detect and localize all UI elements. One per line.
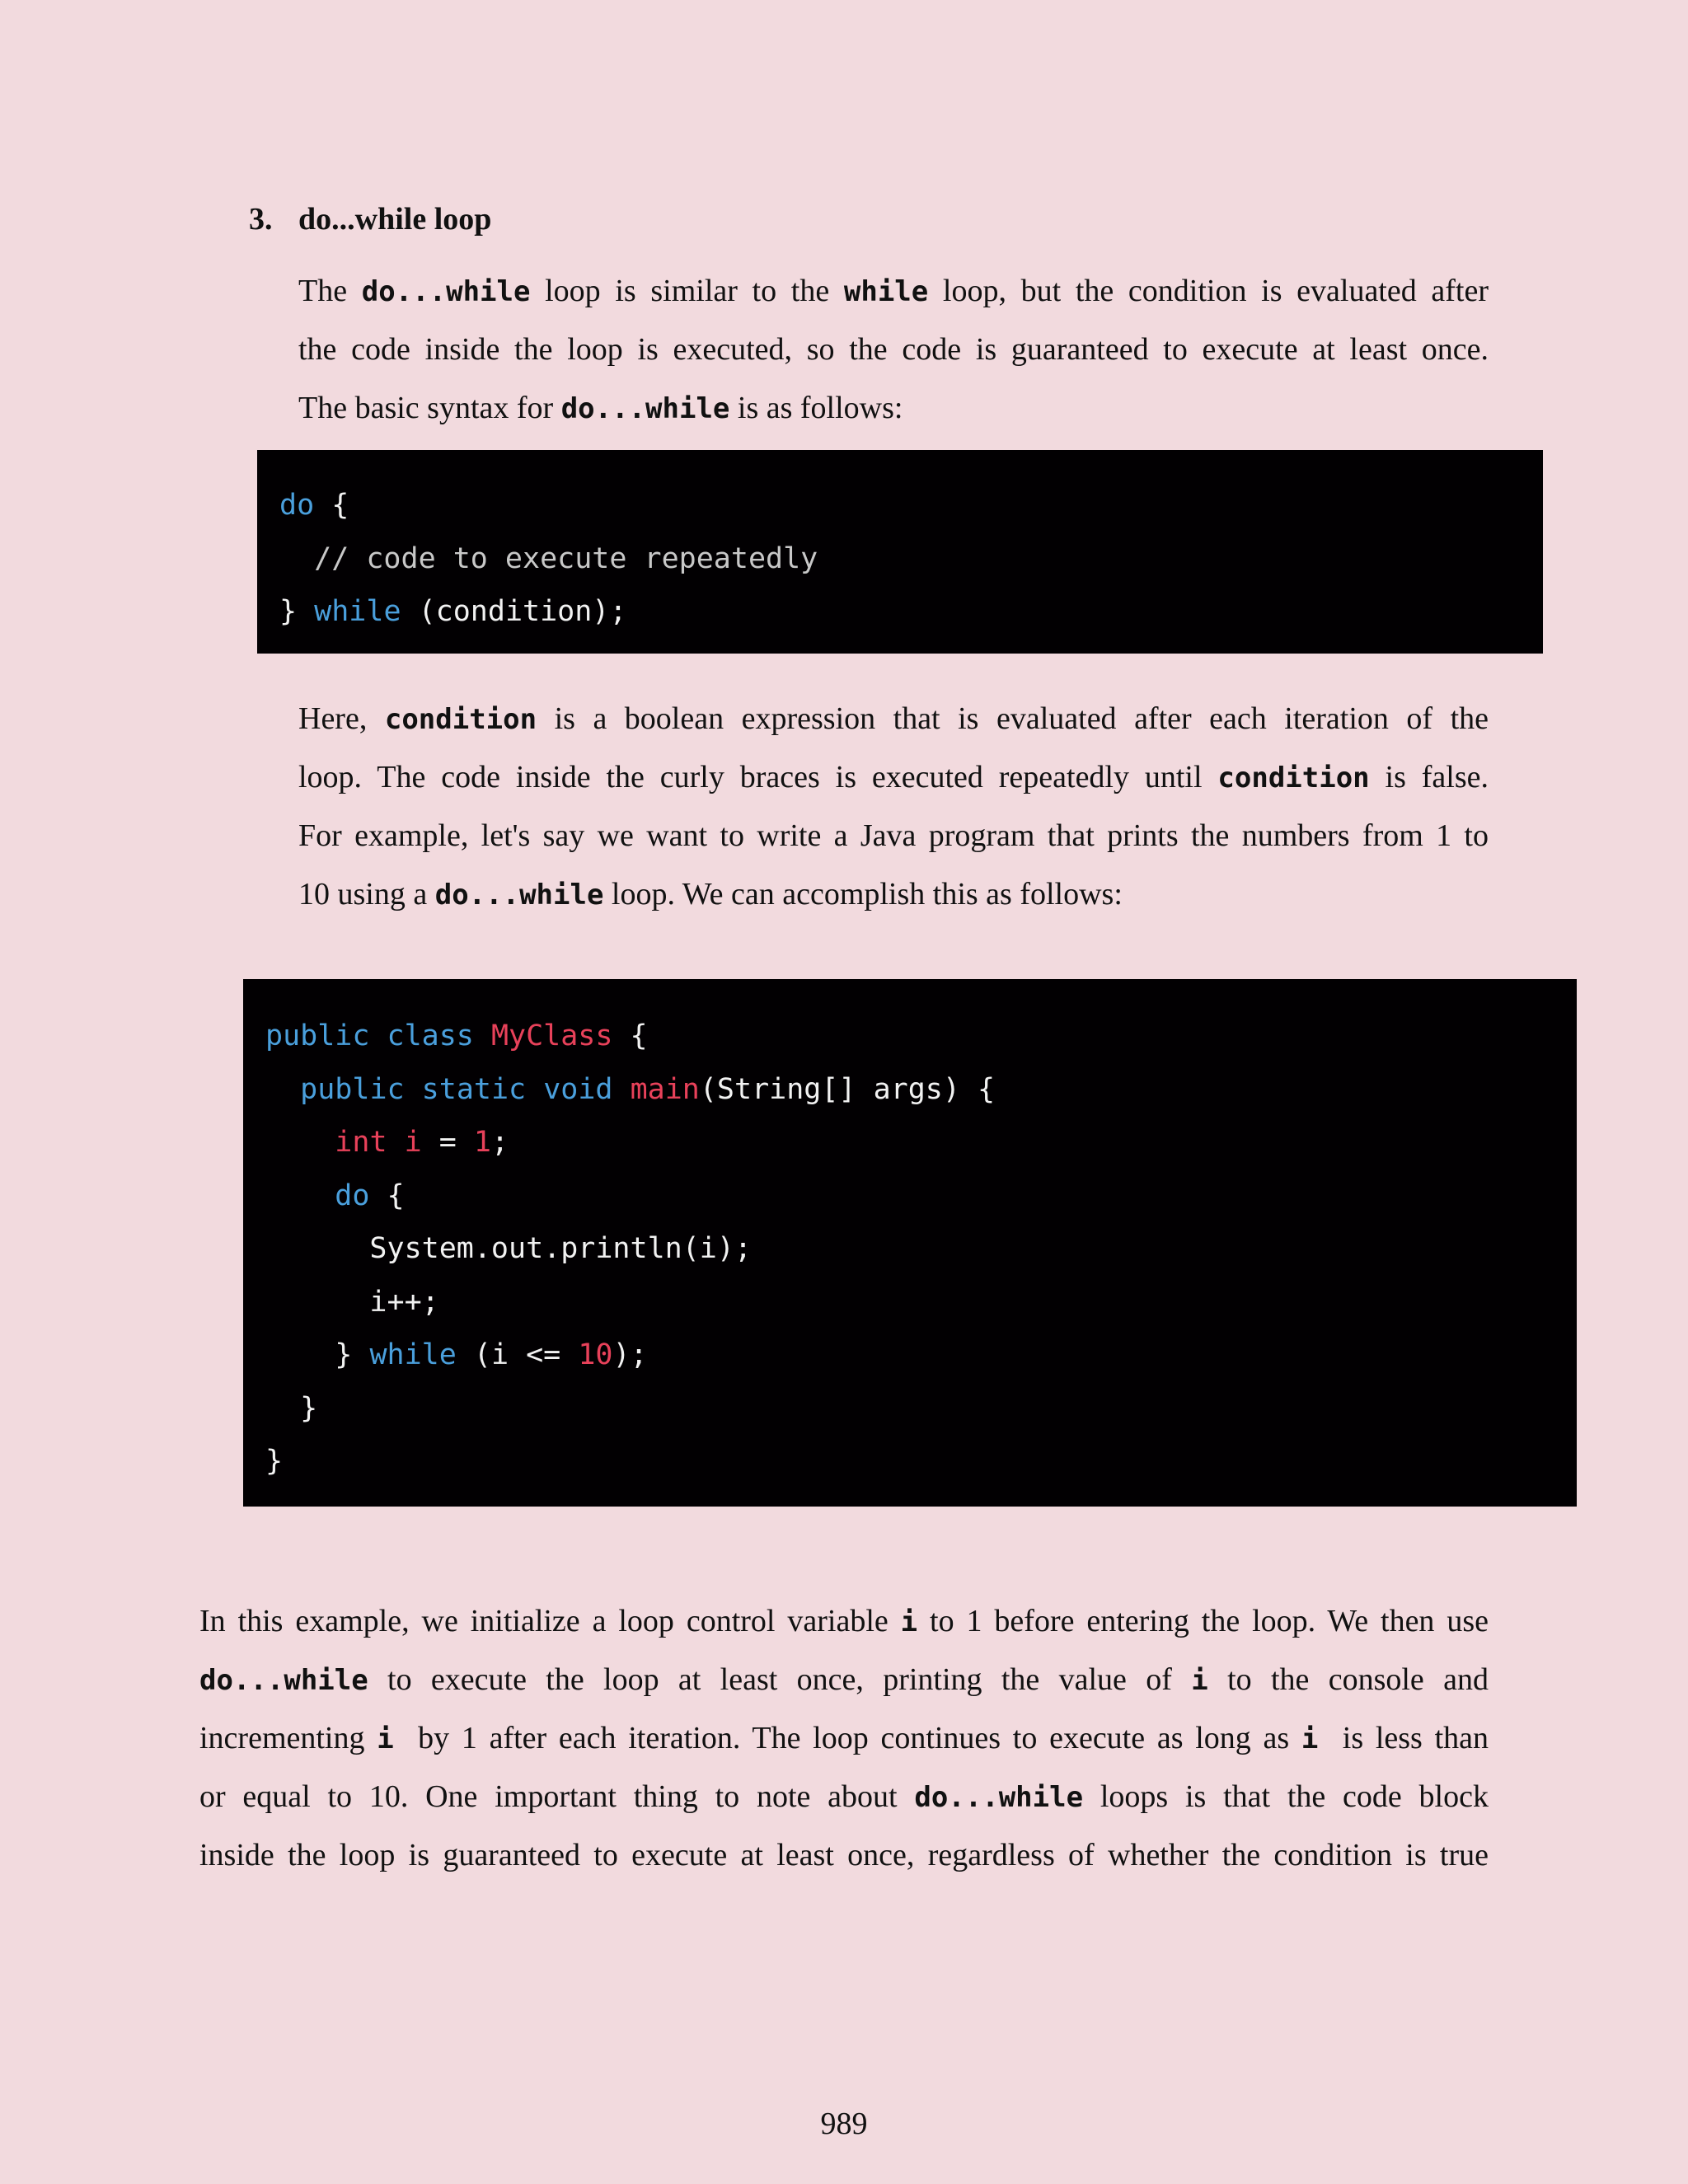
text-line: do...while to execute the loop at least once, printing the value of i to the console and [199, 1662, 1489, 1697]
inline-code: i [1301, 1722, 1319, 1755]
inline-code: do...while [560, 392, 730, 425]
code-line [279, 532, 1543, 586]
code-line: do { [335, 1179, 405, 1212]
inline-code: condition [384, 703, 537, 736]
inline-code: do...while [914, 1781, 1084, 1814]
code-line: do { [279, 489, 349, 522]
code-line: } while (condition); [279, 595, 627, 628]
syntax-code-block [257, 450, 1543, 654]
intro-paragraph [298, 262, 1489, 438]
section-number: 3. [249, 202, 273, 237]
inline-code: do...while [434, 879, 604, 912]
text-line: the code inside the loop is executed, so the code is guaranteed to execute at least once. [298, 332, 1489, 367]
text-line: 10 using a do...while loop. We can accomplish this as follows: [298, 877, 1123, 912]
text-line: inside the loop is guaranteed to execute at least once, regardless of whether the condition is true [199, 1838, 1489, 1872]
code-line: } while (i <= 10); [265, 1338, 648, 1371]
text-line: In this example, we initialize a loop control variable i to 1 before entering the loop. We then use [199, 1604, 1489, 1638]
inline-code: i [377, 1722, 394, 1755]
inline-code: do...while [199, 1664, 368, 1697]
text-line: For example, let's say we want to write a Java program that prints the numbers from 1 to [298, 818, 1489, 853]
code-line: i++; [265, 1285, 439, 1319]
section-title: do...while loop [298, 202, 492, 237]
text-line: incrementing i by 1 after each iteration. The loop continues to execute as long as i is less than [199, 1721, 1489, 1755]
page-number: 989 [820, 2107, 868, 2141]
text-line: loop. The code inside the curly braces is executed repeatedly until condition is false. [298, 760, 1489, 794]
code-line: } [265, 1391, 318, 1425]
section-heading [249, 196, 491, 242]
code-line: public class MyClass { [265, 1019, 648, 1052]
code-line: } [265, 1445, 284, 1478]
text-line: or equal to 10. One important thing to note about do...while loops is that the code block [199, 1779, 1489, 1814]
text-line: The basic syntax for do...while is as follows: [298, 391, 903, 425]
explanation-paragraph [298, 690, 1489, 924]
inline-code: condition [1217, 762, 1370, 794]
code-line: System.out.println(i); [265, 1232, 753, 1265]
inline-code: i [900, 1605, 918, 1638]
inline-code: while [843, 275, 929, 308]
example-code-block [243, 979, 1577, 1507]
text-line: Here, condition is a boolean expression that is evaluated after each iteration of the [298, 701, 1489, 736]
code-line: int i = 1; [335, 1126, 509, 1159]
inline-code: do...while [361, 275, 531, 308]
code-comment: // code to execute repeatedly [279, 541, 818, 575]
code-line: public static void main(String[] args) { [300, 1072, 996, 1106]
summary-paragraph [199, 1592, 1489, 1885]
inline-code: i [1191, 1664, 1208, 1697]
text-line: The do...while loop is similar to the while loop, but the condition is evaluated after [298, 274, 1489, 308]
